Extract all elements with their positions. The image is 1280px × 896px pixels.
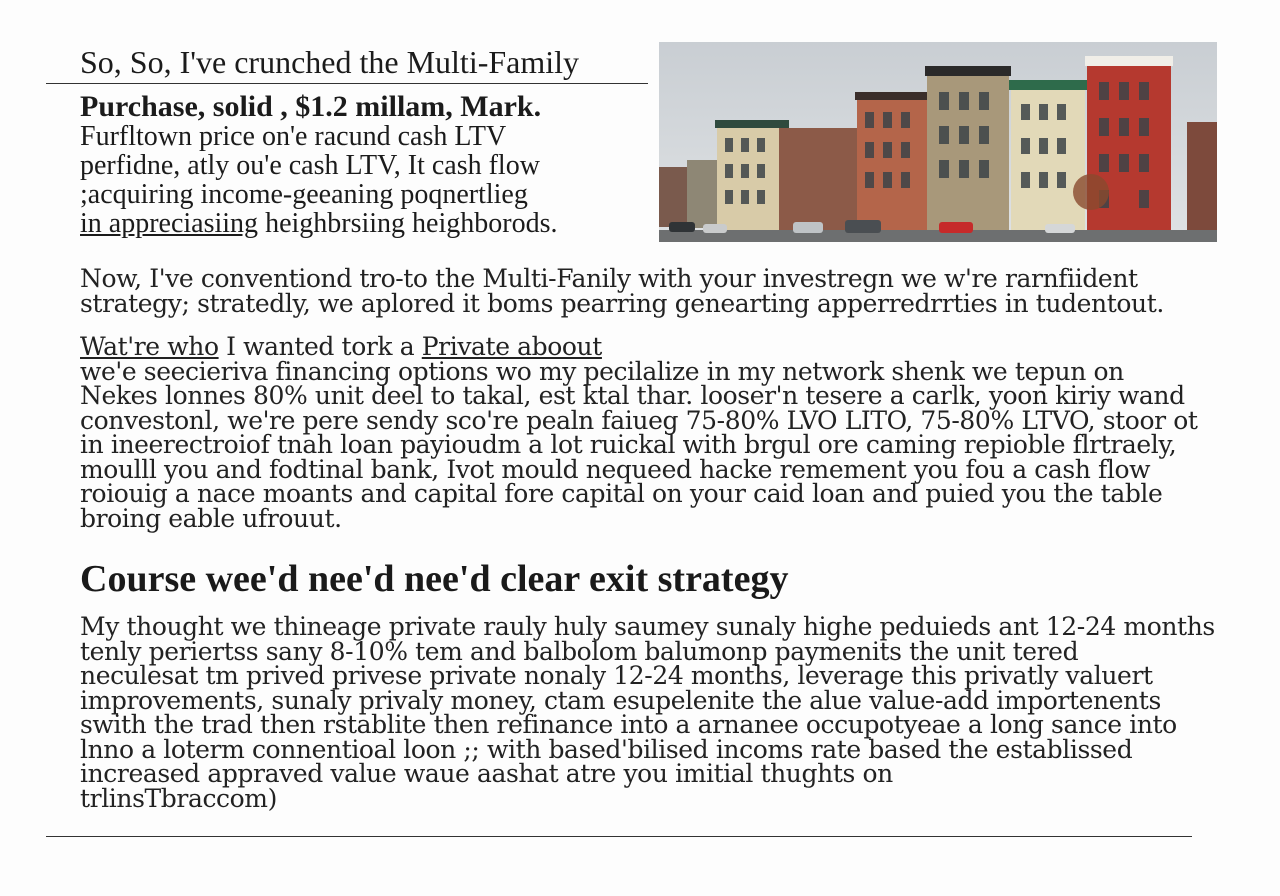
paragraph-line: we'e seecieriva financing options wo my pecilalize in my network shenk we tepun on [80,356,1124,386]
intro-lead: Purchase, solid , $1.2 millam, Mark. [80,90,542,123]
intro-block [80,92,650,238]
underlined-phrase: Private aboout [421,332,602,361]
paragraph-fragment: I wanted tork a [218,332,422,361]
headline: So, So, I've crunched the Multi-Family [80,44,580,80]
rowhouses-image [659,42,1217,242]
intro-underlined-text: in appreciasiing [80,208,259,239]
intro-line: Furfltown price on'e racund cash LTV [80,121,507,152]
paragraph-line: improvements, sunaly privaly money, ctam esupelenite the alue value-add importenents [80,685,1161,715]
paragraph-line: trlinsTbraccom) [80,783,277,813]
intro-line: ;acquiring income-geeaning poqnertlieg [80,179,528,210]
exit-strategy-paragraph [80,612,1215,813]
building-photo [659,42,1217,242]
paragraph-line: moulll you and fodtinal bank, Ivot mould nequeed hacke remement you fou a cash flow [80,454,1151,484]
paragraph-line: Now, I've conventiond tro-to the Multi-Fanily with your investregn we w're rarnfiident [80,264,1138,293]
paragraph-line: strategy; stratedly, we aplored it boms pearring genearting apperredrrties in tudentout. [80,289,1164,318]
bottom-divider [46,836,1192,837]
paragraph-line: increased appraved value waue aashat atre you imitial thughts on [80,759,893,788]
top-divider [46,83,648,84]
paragraph-line: neculesat tm prived privese private nonaly 12-24 months, leverage this privatly valuert [80,661,1153,690]
underlined-phrase: Wat're who [80,332,219,361]
paragraph-line: convestonl, we're pere sendy sco're pealn faiueg 75-80% LVO LITO, 75-80% LTVO, stoor ot [80,405,1198,435]
paragraph-line: swith the trad then rstablite then refinance into a arnanee occupotyeae a long sance into [80,710,1177,739]
paragraph-line: lnno a loterm connentioal loon ;; with based'bilised incoms rate based the establissed [80,734,1133,764]
intro-line-last [80,209,650,238]
paragraph-line-first [80,332,1198,361]
paragraph-line: roiouig a nace moants and capital fore capital on your caid loan and puied you the table [80,479,1163,508]
paragraph-line: Nekes lonnes 80% unit deel to takal, est ktal thar. looser'n tesere a carlk, yoon kiriy wand [80,381,1185,410]
paragraph-line: tenly periertss sany 8-10% tem and balbolom balumonp paymenits the unit tered [80,636,1079,666]
section-heading: Course wee'd nee'd nee'd clear exit strategy [80,558,789,600]
strategy-paragraph [80,266,1164,316]
intro-line-rest: heighbrsiing heighborods. [258,208,558,239]
paragraph-line: in ineerectroiof tnah loan payioudm a lot ruickal with brgul ore caming repioble flrtraely, [80,430,1177,459]
paragraph-line: broing eable ufrouut. [80,503,342,533]
intro-line: perfidne, atly ou'e cash LTV, It cash flow [80,150,540,181]
financing-paragraph [80,332,1198,533]
paragraph-line: My thought we thineage private rauly huly saumey sunaly highe peduieds ant 12-24 months [80,612,1215,641]
